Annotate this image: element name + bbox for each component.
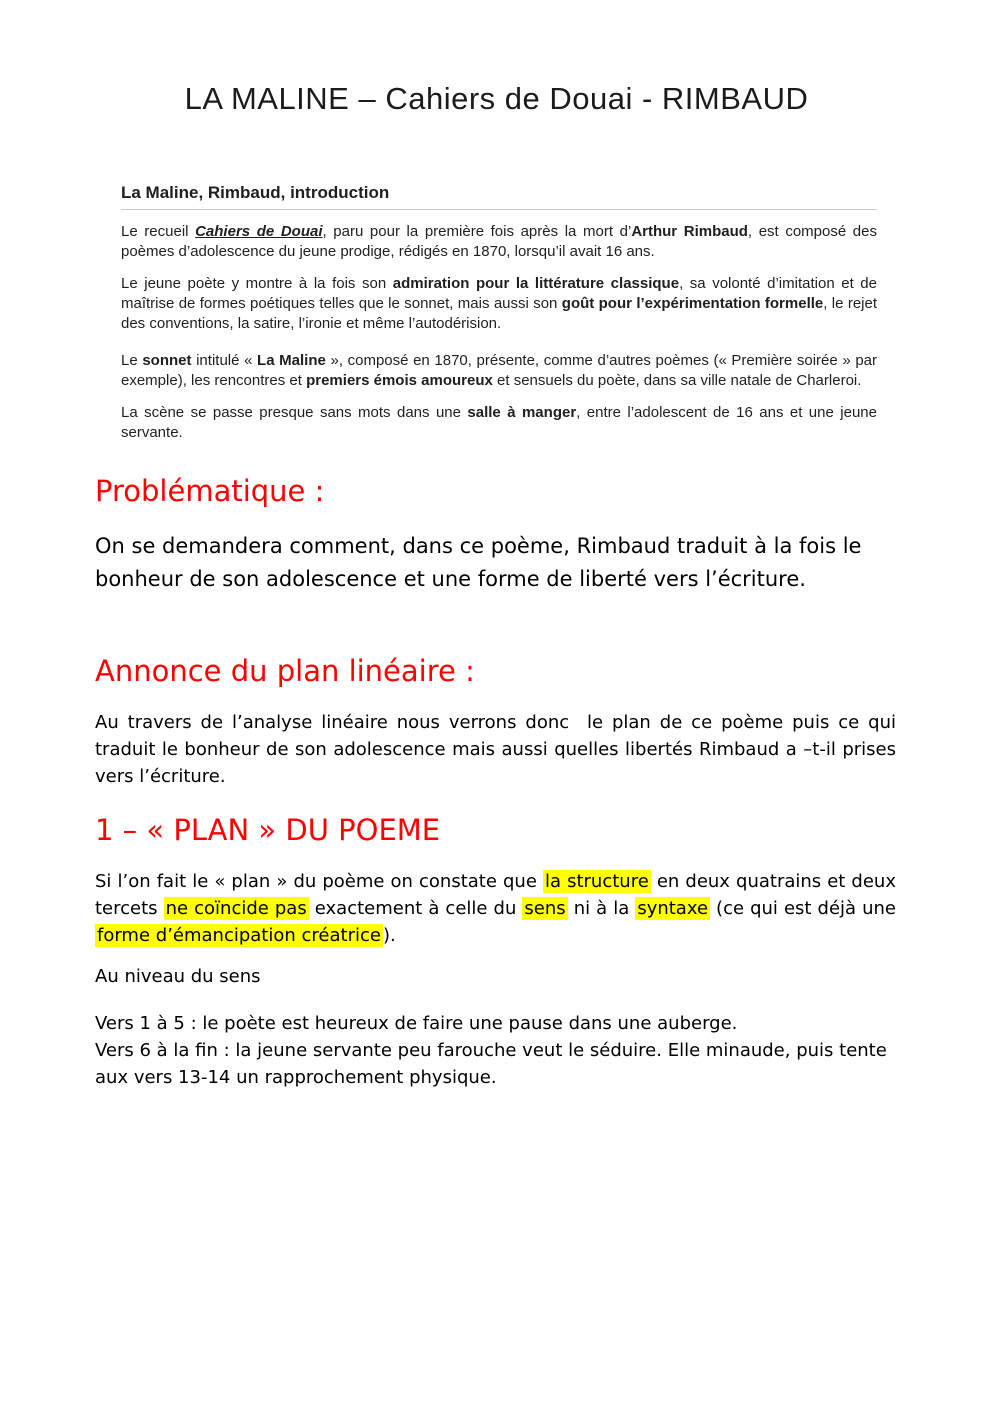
problematique-paragraph: On se demandera comment, dans ce poème, Rimbaud traduit à la fois le bonheur de son adolescence et une forme de liberté vers l’écriture. xyxy=(95,534,862,591)
annonce-plan-heading: Annonce du plan linéaire : xyxy=(95,654,475,688)
introduction-section xyxy=(121,182,877,443)
problematique-heading: Problématique : xyxy=(95,474,325,508)
vers-1-a-5-line: Vers 1 à 5 : le poète est heureux de faire une pause dans une auberge. xyxy=(95,1013,738,1034)
plan-poeme-paragraph: Si l’on fait le « plan » du poème on constate que la structure en deux quatrains et deux tercets ne coïncide pas exactement à celle du sens ni à la syntaxe (ce qui est déjà une forme d’émancipation créatrice ). xyxy=(95,871,902,946)
vers-analysis-block xyxy=(95,1010,896,1091)
heading-divider xyxy=(121,209,877,210)
intro-paragraph-jeune-poete: Le jeune poète y montre à la fois son admiration pour la littérature classique, sa volonté d’imitation et de maîtrise de formes poétiques telles que le sonnet, mais aussi son goût pour l’expérimentation formelle, le rejet des conventions, la satire, l’ironie et même l’autodérision. xyxy=(121,275,878,332)
main-content xyxy=(95,473,902,1091)
intro-paragraph-scene: La scène se passe presque sans mots dans une salle à manger, entre l’adolescent de 16 ans et une jeune servante. xyxy=(121,404,877,441)
introduction-heading: La Maline, Rimbaud, introduction xyxy=(121,183,390,202)
vers-6-a-fin-line: Vers 6 à la fin : la jeune servante peu farouche veut le séduire. Elle minaude, puis tente aux vers 13-14 un rapprochement physique. xyxy=(95,1040,887,1088)
plan-poeme-heading: 1 – « PLAN » DU POEME xyxy=(95,813,441,847)
au-niveau-du-sens-subheading: Au niveau du sens xyxy=(95,966,261,987)
intro-paragraph-sonnet: Le sonnet intitulé « La Maline », composé en 1870, présente, comme d’autres poèmes (« Première soirée » par exemple), les rencontres et premiers émois amoureux et sensuels du poète, dans sa ville natale de Charleroi. xyxy=(121,352,877,389)
intro-paragraph-recueil: Le recueil Cahiers de Douai, paru pour la première fois après la mort d’Arthur Rimbaud, est composé des poèmes d’adolescence du jeune prodige, rédigés en 1870, lorsqu’il avait 16 ans. xyxy=(121,223,877,260)
annonce-plan-paragraph: Au travers de l’analyse linéaire nous verrons donc le plan de ce poème puis ce qui traduit le bonheur de son adolescence mais aussi quelles libertés Rimbaud a –t-il prises vers l’écriture. xyxy=(95,712,902,787)
page-title: LA MALINE – Cahiers de Douai - RIMBAUD xyxy=(184,81,809,116)
